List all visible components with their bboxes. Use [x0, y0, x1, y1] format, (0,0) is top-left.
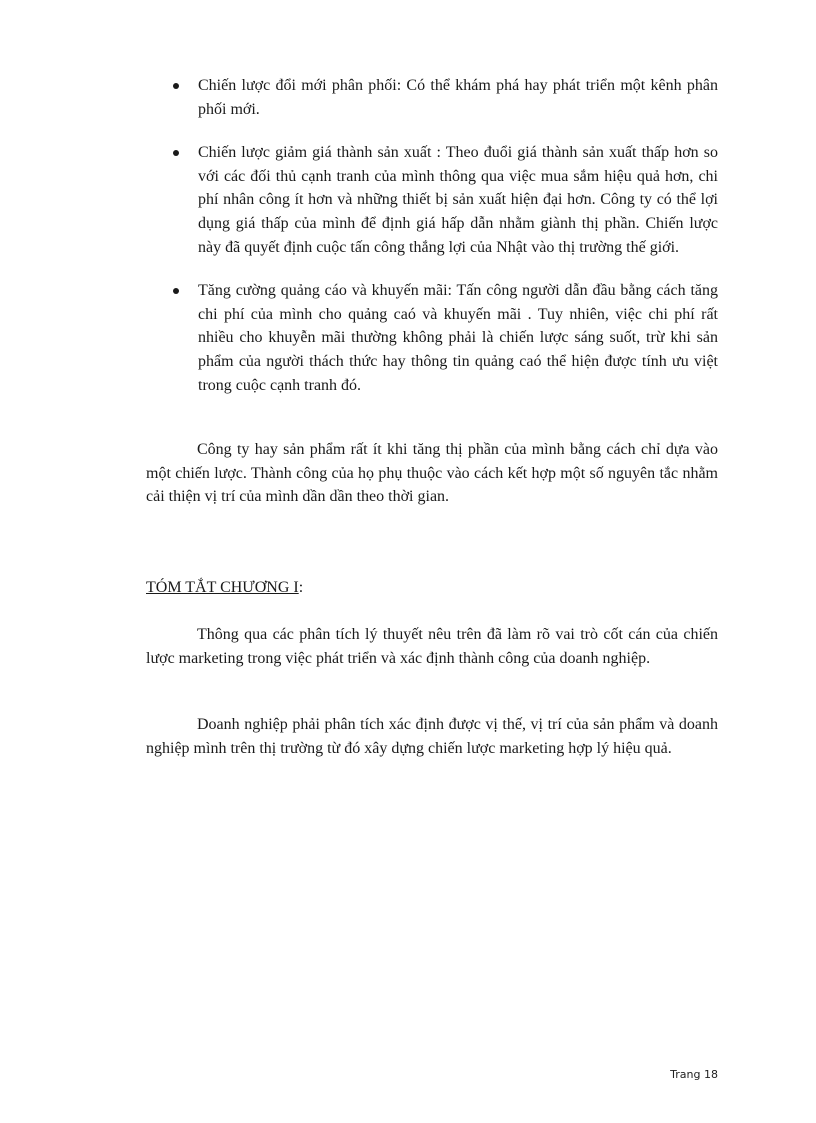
section-heading	[146, 576, 303, 599]
bullet-text: Chiến lược giảm giá thành sản xuất : Theo đuổi giá thành sản xuất thấp hơn so với các đối thủ cạnh tranh của mình thông qua việc mua sắm hiệu quả hơn, chi phí nhân công ít hơn và những thiết bị sản xuất hiện đại hơn. Công ty có thể lợi dụng giá thấp của mình để định giá hấp dẫn nhằm giành thị phần. Chiến lược này đã quyết định cuộc tấn công thắng lợi của Nhật vào thị trường thế giới.	[198, 144, 718, 256]
section-heading-text: TÓM TẮT CHƯƠNG I	[146, 579, 299, 596]
section-heading-colon: :	[298, 579, 304, 596]
page-number: Trang 18	[670, 1068, 718, 1081]
bullet-item-advertising	[170, 279, 718, 397]
strategy-bullet-list	[170, 74, 718, 417]
bullet-item-distribution	[170, 74, 718, 121]
bullet-text: Tăng cường quảng cáo và khuyến mãi: Tấn công người dẫn đầu bằng cách tăng chi phí của mình cho quảng caó và khuyến mãi . Tuy nhiên, việc chi phí rất nhiều cho khuyễn mãi thường không phải là chiến lược sáng suốt, trừ khi sản phẩm của người thách thức hay thông tin quảng caó thể hiện được tính ưu việt trong cuộc cạnh tranh đó.	[198, 282, 718, 394]
summary-paragraph: Doanh nghiệp phải phân tích xác định được vị thế, vị trí của sản phẩm và doanh nghiệp mình trên thị trường từ đó xây dựng chiến lược marketing hợp lý hiệu quả.	[146, 716, 718, 757]
body-paragraph: Công ty hay sản phẩm rất ít khi tăng thị phần của mình bằng cách chỉ dựa vào một chiến lược. Thành công của họ phụ thuộc vào cách kết hợp một số nguyên tắc nhằm cải thiện vị trí của mình dần dần theo thời gian.	[146, 441, 718, 506]
bullet-icon	[173, 83, 179, 89]
bullet-text: Chiến lược đổi mới phân phối: Có thể khám phá hay phát triển một kênh phân phối mới.	[198, 77, 718, 118]
summary-paragraph: Thông qua các phân tích lý thuyết nêu trên đã làm rõ vai trò cốt cán của chiến lược marketing trong việc phát triển và xác định thành công của doanh nghiệp.	[146, 626, 718, 667]
bullet-icon	[173, 150, 179, 156]
bullet-icon	[173, 288, 179, 294]
bullet-item-cost-reduction	[170, 141, 718, 259]
